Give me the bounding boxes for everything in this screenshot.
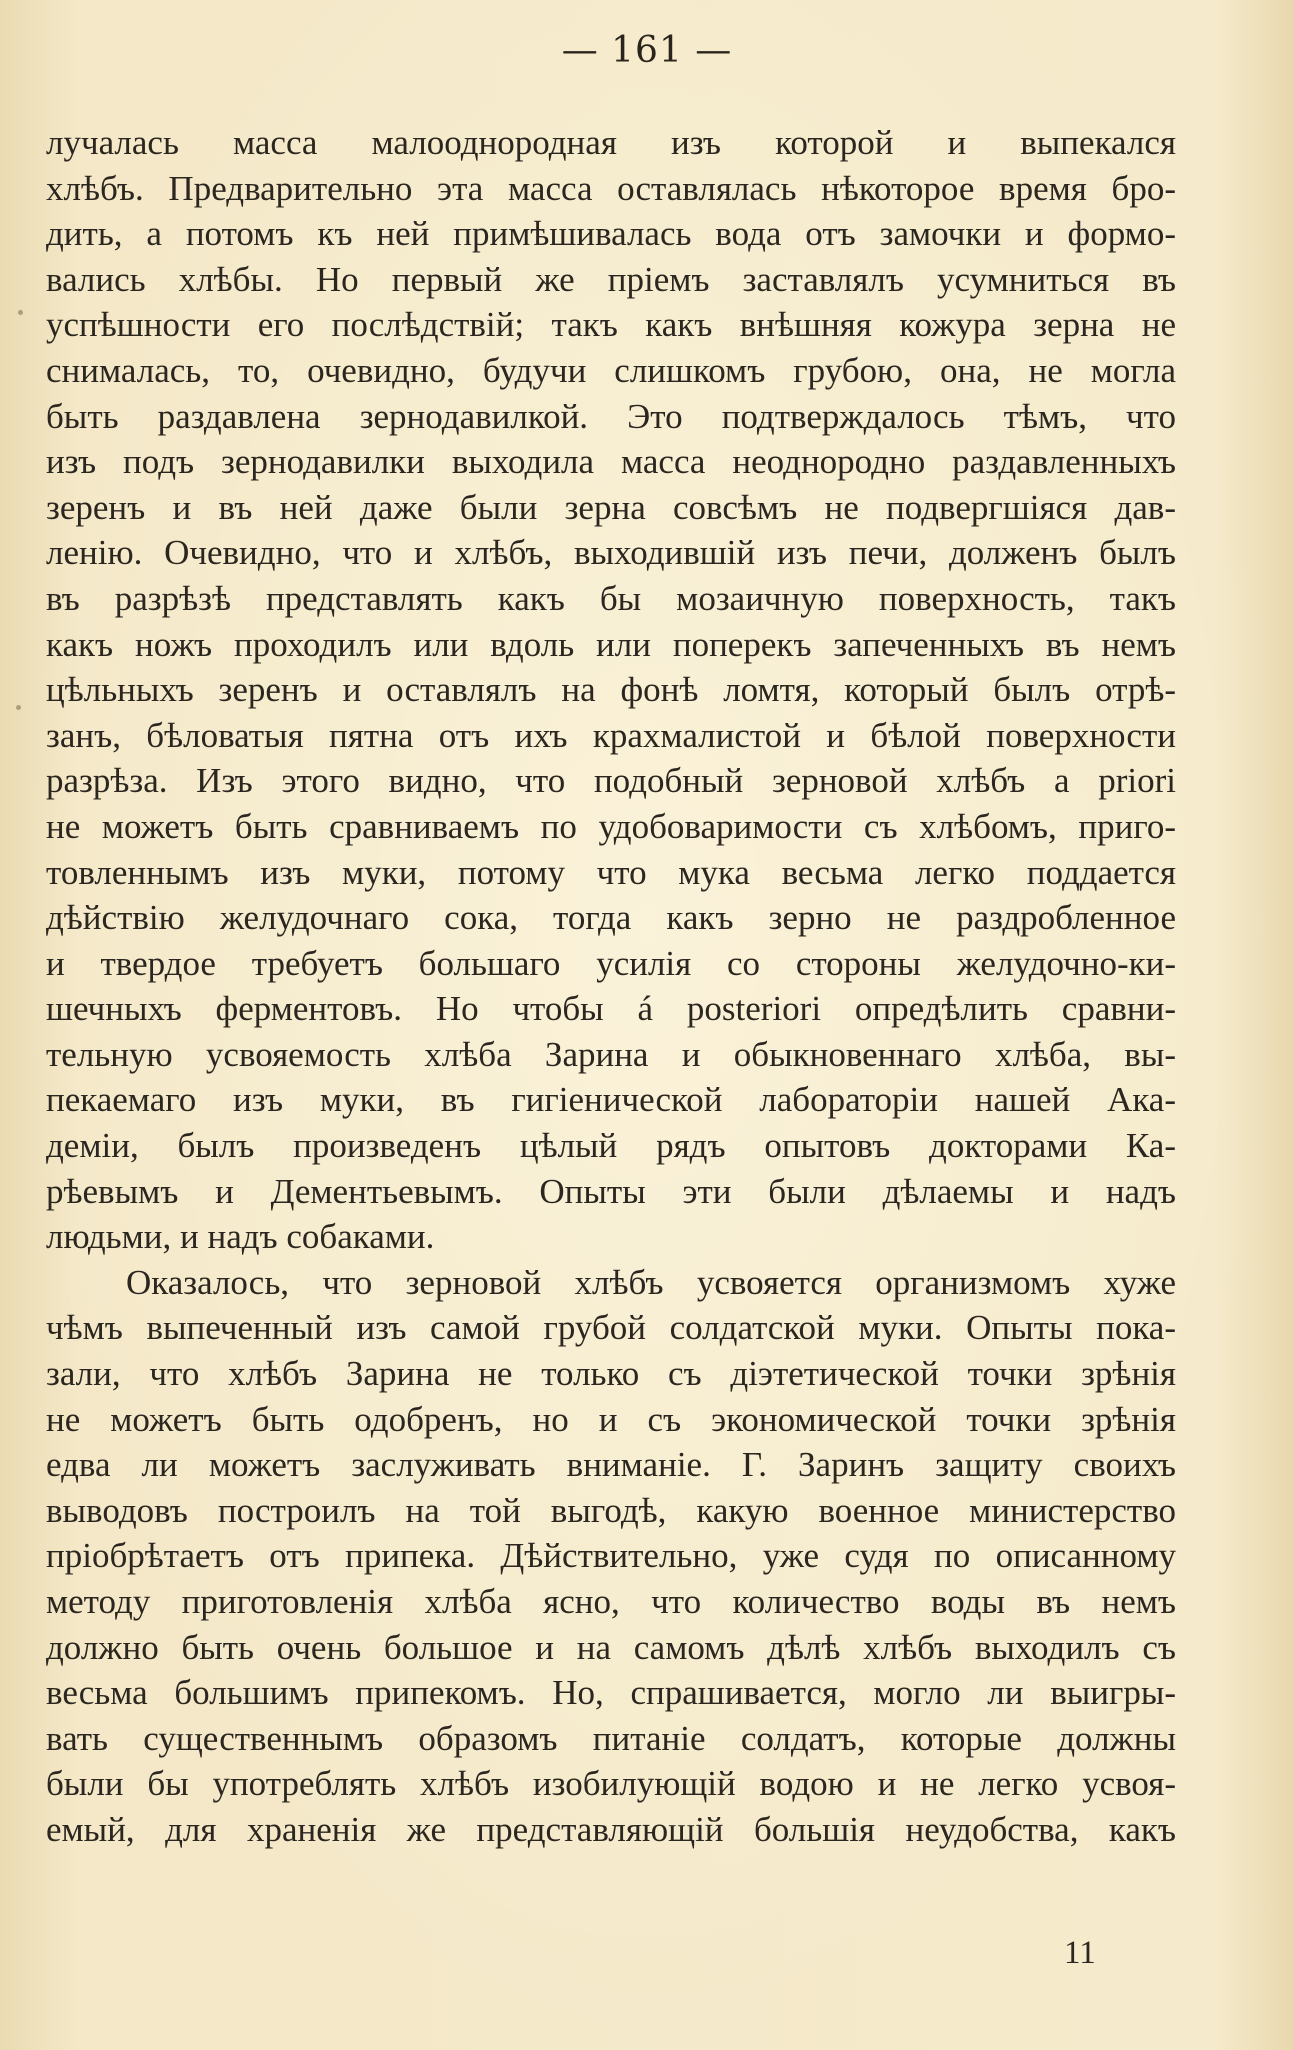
text-line: хлѣбъ. Предварительно эта масса оставлялась нѣкоторое время бро- xyxy=(46,168,1176,208)
text-line: товленнымъ изъ муки, потому что мука весьма легко поддается xyxy=(46,852,1176,892)
signature-mark: 11 xyxy=(1064,1935,1096,1971)
text-line: весьма большимъ припекомъ. Но, спрашивается, могло ли выигры- xyxy=(46,1673,1176,1713)
text-line: цѣльныхъ зеренъ и оставлялъ на фонѣ ломтя, который былъ отрѣ- xyxy=(46,670,1176,710)
text-line: лучалась масса малооднородная изъ которой и выпекался xyxy=(46,123,1176,162)
text-line: пріобрѣтаетъ отъ припека. Дѣйствительно, уже судя по описанному xyxy=(46,1536,1176,1576)
text-line: рѣевымъ и Дементьевымъ. Опыты эти были дѣлаемы и надъ xyxy=(46,1171,1176,1211)
text-line: не можетъ быть сравниваемъ по удобоваримости съ хлѣбомъ, приго- xyxy=(46,806,1176,846)
text-line: методу приготовленія хлѣба ясно, что количество воды въ немъ xyxy=(46,1582,1176,1621)
text-line: разрѣза. Изъ этого видно, что подобный зерновой хлѣбъ a priori xyxy=(46,761,1176,801)
text-line: чѣмъ выпеченный изъ самой грубой солдатской муки. Опыты пока- xyxy=(46,1308,1176,1348)
text-line: дить, а потомъ къ ней примѣшивалась вода отъ замочки и формо- xyxy=(46,214,1176,254)
text-line: вать существеннымъ образомъ питаніе солдатъ, которые должны xyxy=(46,1718,1176,1758)
text-line: шечныхъ ферментовъ. Но чтобы á posteriori опредѣлить сравни- xyxy=(46,989,1176,1029)
text-line: какъ ножъ проходилъ или вдоль или поперекъ запеченныхъ въ немъ xyxy=(46,624,1176,664)
text-line: Оказалось, что зерновой хлѣбъ усвояется организмомъ хуже xyxy=(126,1262,1176,1302)
text-line: изъ подъ зернодавилки выходила масса неоднородно раздавленныхъ xyxy=(46,442,1176,482)
margin-speck xyxy=(18,310,23,315)
text-line: вались хлѣбы. Но первый же пріемъ заставлялъ усумниться въ xyxy=(46,259,1176,299)
text-line: едва ли можетъ заслуживать вниманіе. Г. Заринъ защиту своихъ xyxy=(46,1445,1176,1485)
text-line: дѣйствію желудочнаго сока, тогда какъ зерно не раздробленное xyxy=(46,898,1176,938)
text-line: зали, что хлѣбъ Зарина не только съ діэтетической точки зрѣнія xyxy=(46,1354,1176,1394)
text-line: зеренъ и въ ней даже были зерна совсѣмъ не подвергшіяся дав- xyxy=(46,487,1176,527)
text-line: пекаемаго изъ муки, въ гигіенической лабораторіи нашей Ака- xyxy=(46,1080,1176,1120)
text-line: емый, для храненія же представляющій большія неудобства, какъ xyxy=(46,1809,1176,1849)
text-line: успѣшности его послѣдствій; такъ какъ внѣшняя кожура зерна не xyxy=(46,305,1176,345)
text-line: деміи, былъ произведенъ цѣлый рядъ опытовъ докторами Ка- xyxy=(46,1126,1176,1166)
text-line: быть раздавлена зернодавилкой. Это подтверждалось тѣмъ, что xyxy=(46,396,1176,436)
text-line: тельную усвояемость хлѣба Зарина и обыкновеннаго хлѣба, вы- xyxy=(46,1034,1176,1074)
text-line: и твердое требуетъ большаго усилія со стороны желудочно-ки- xyxy=(46,943,1176,983)
text-line: выводовъ построилъ на той выгодѣ, какую военное министерство xyxy=(46,1490,1176,1530)
margin-speck xyxy=(16,705,21,710)
text-line: людьми, и надъ собаками. xyxy=(46,1217,435,1257)
text-line: должно быть очень большое и на самомъ дѣлѣ хлѣбъ выходилъ съ xyxy=(46,1627,1176,1667)
body-text xyxy=(46,120,1176,1853)
text-line: занъ, бѣловатыя пятна отъ ихъ крахмалистой и бѣлой поверхности xyxy=(46,715,1176,755)
text-line: ленію. Очевидно, что и хлѣбъ, выходившій изъ печи, долженъ былъ xyxy=(46,533,1176,573)
text-line: не можетъ быть одобренъ, но и съ экономической точки зрѣнія xyxy=(46,1399,1176,1439)
page-number: — 161 — xyxy=(561,30,733,71)
text-line: снималась, то, очевидно, будучи слишкомъ грубою, она, не могла xyxy=(46,350,1176,390)
text-line: были бы употреблять хлѣбъ изобилующій водою и не легко усвоя- xyxy=(46,1764,1176,1804)
text-line: въ разрѣзѣ представлять какъ бы мозаичную поверхность, такъ xyxy=(46,578,1176,618)
